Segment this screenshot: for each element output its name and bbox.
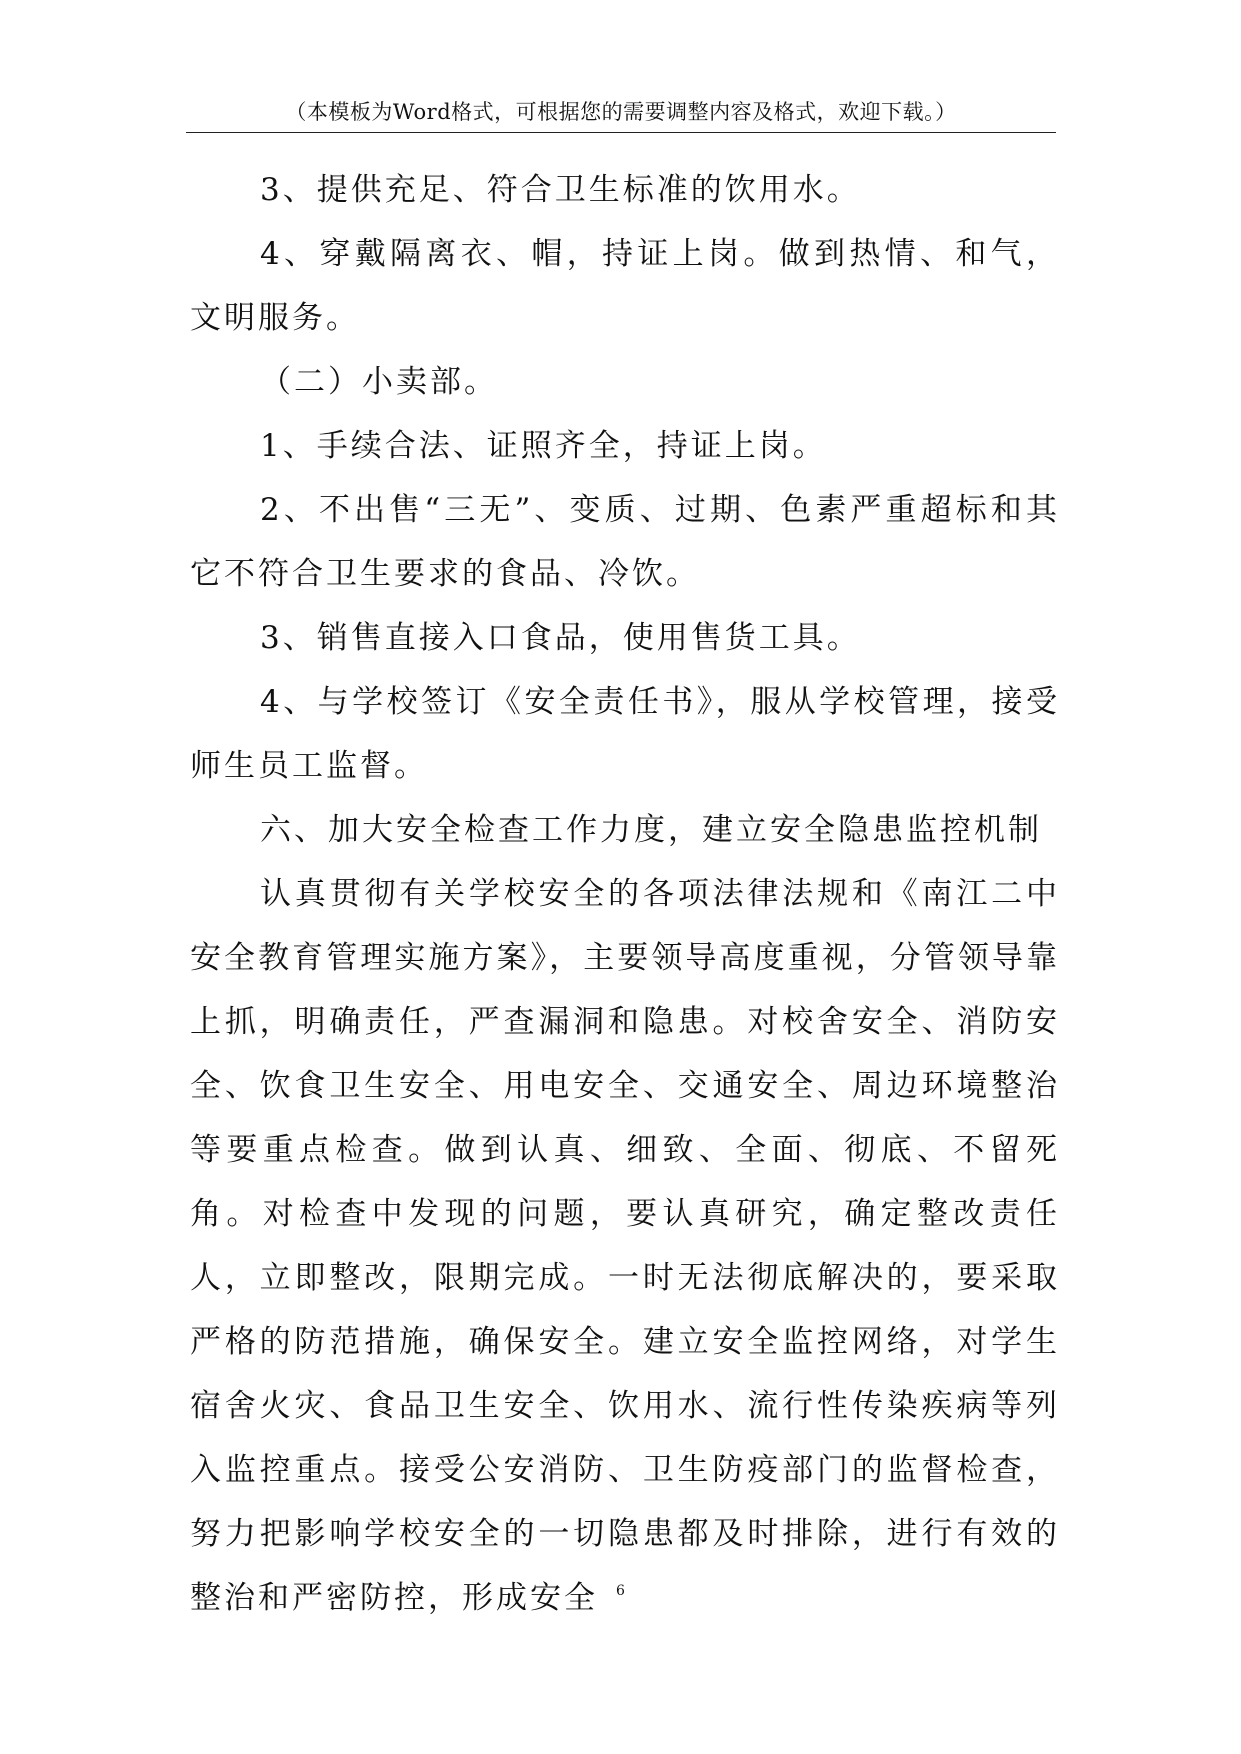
- document-body: [190, 158, 1060, 1630]
- page-number: 6: [616, 1583, 625, 1599]
- paragraph-safety-inspection: 认真贯彻有关学校安全的各项法律法规和《南江二中安全教育管理实施方案》，主要领导高度重视，分管领导靠上抓，明确责任，严查漏洞和隐患。对校舍安全、消防安全、饮食卫生安全、用电安全、交通安全、周边环境整治等要重点检查。做到认真、细致、全面、彻底、不留死角。对检查中发现的问题，要认真研究，确定整改责任人，立即整改，限期完成。一时无法彻底解决的，要采取严格的防范措施，确保安全。建立安全监控网络，对学生宿舍火灾、食品卫生安全、饮用水、流行性传染疾病等列入监控重点。接受公安消防、卫生防疫部门的监督检查，努力把影响学校安全的一切隐患都及时排除，进行有效的整治和严密防控，形成安全: [190, 876, 1060, 1616]
- paragraph-shop-licenses: 1、手续合法、证照齐全，持证上岗。: [260, 428, 827, 464]
- paragraph-staff-attire: 4、穿戴隔离衣、帽，持证上岗。做到热情、和气，文明服务。: [190, 236, 1060, 336]
- header-divider: [186, 132, 1056, 133]
- paragraph-shop-sales-tools: 3、销售直接入口食品，使用售货工具。: [260, 620, 861, 656]
- section-heading-shop: （二）小卖部。: [260, 364, 498, 400]
- section-heading-safety-inspection: 六、加大安全检查工作力度，建立安全隐患监控机制: [260, 812, 1042, 848]
- paragraph-drinking-water: 3、提供充足、符合卫生标准的饮用水。: [260, 172, 861, 208]
- template-notice: （本模板为Word格式，可根据您的需要调整内容及格式，欢迎下载。）: [285, 100, 957, 124]
- paragraph-shop-agreement: 4、与学校签订《安全责任书》，服从学校管理，接受师生员工监督。: [190, 684, 1060, 784]
- paragraph-shop-food-rules: 2、不出售“三无”、变质、过期、色素严重超标和其它不符合卫生要求的食品、冷饮。: [190, 492, 1060, 592]
